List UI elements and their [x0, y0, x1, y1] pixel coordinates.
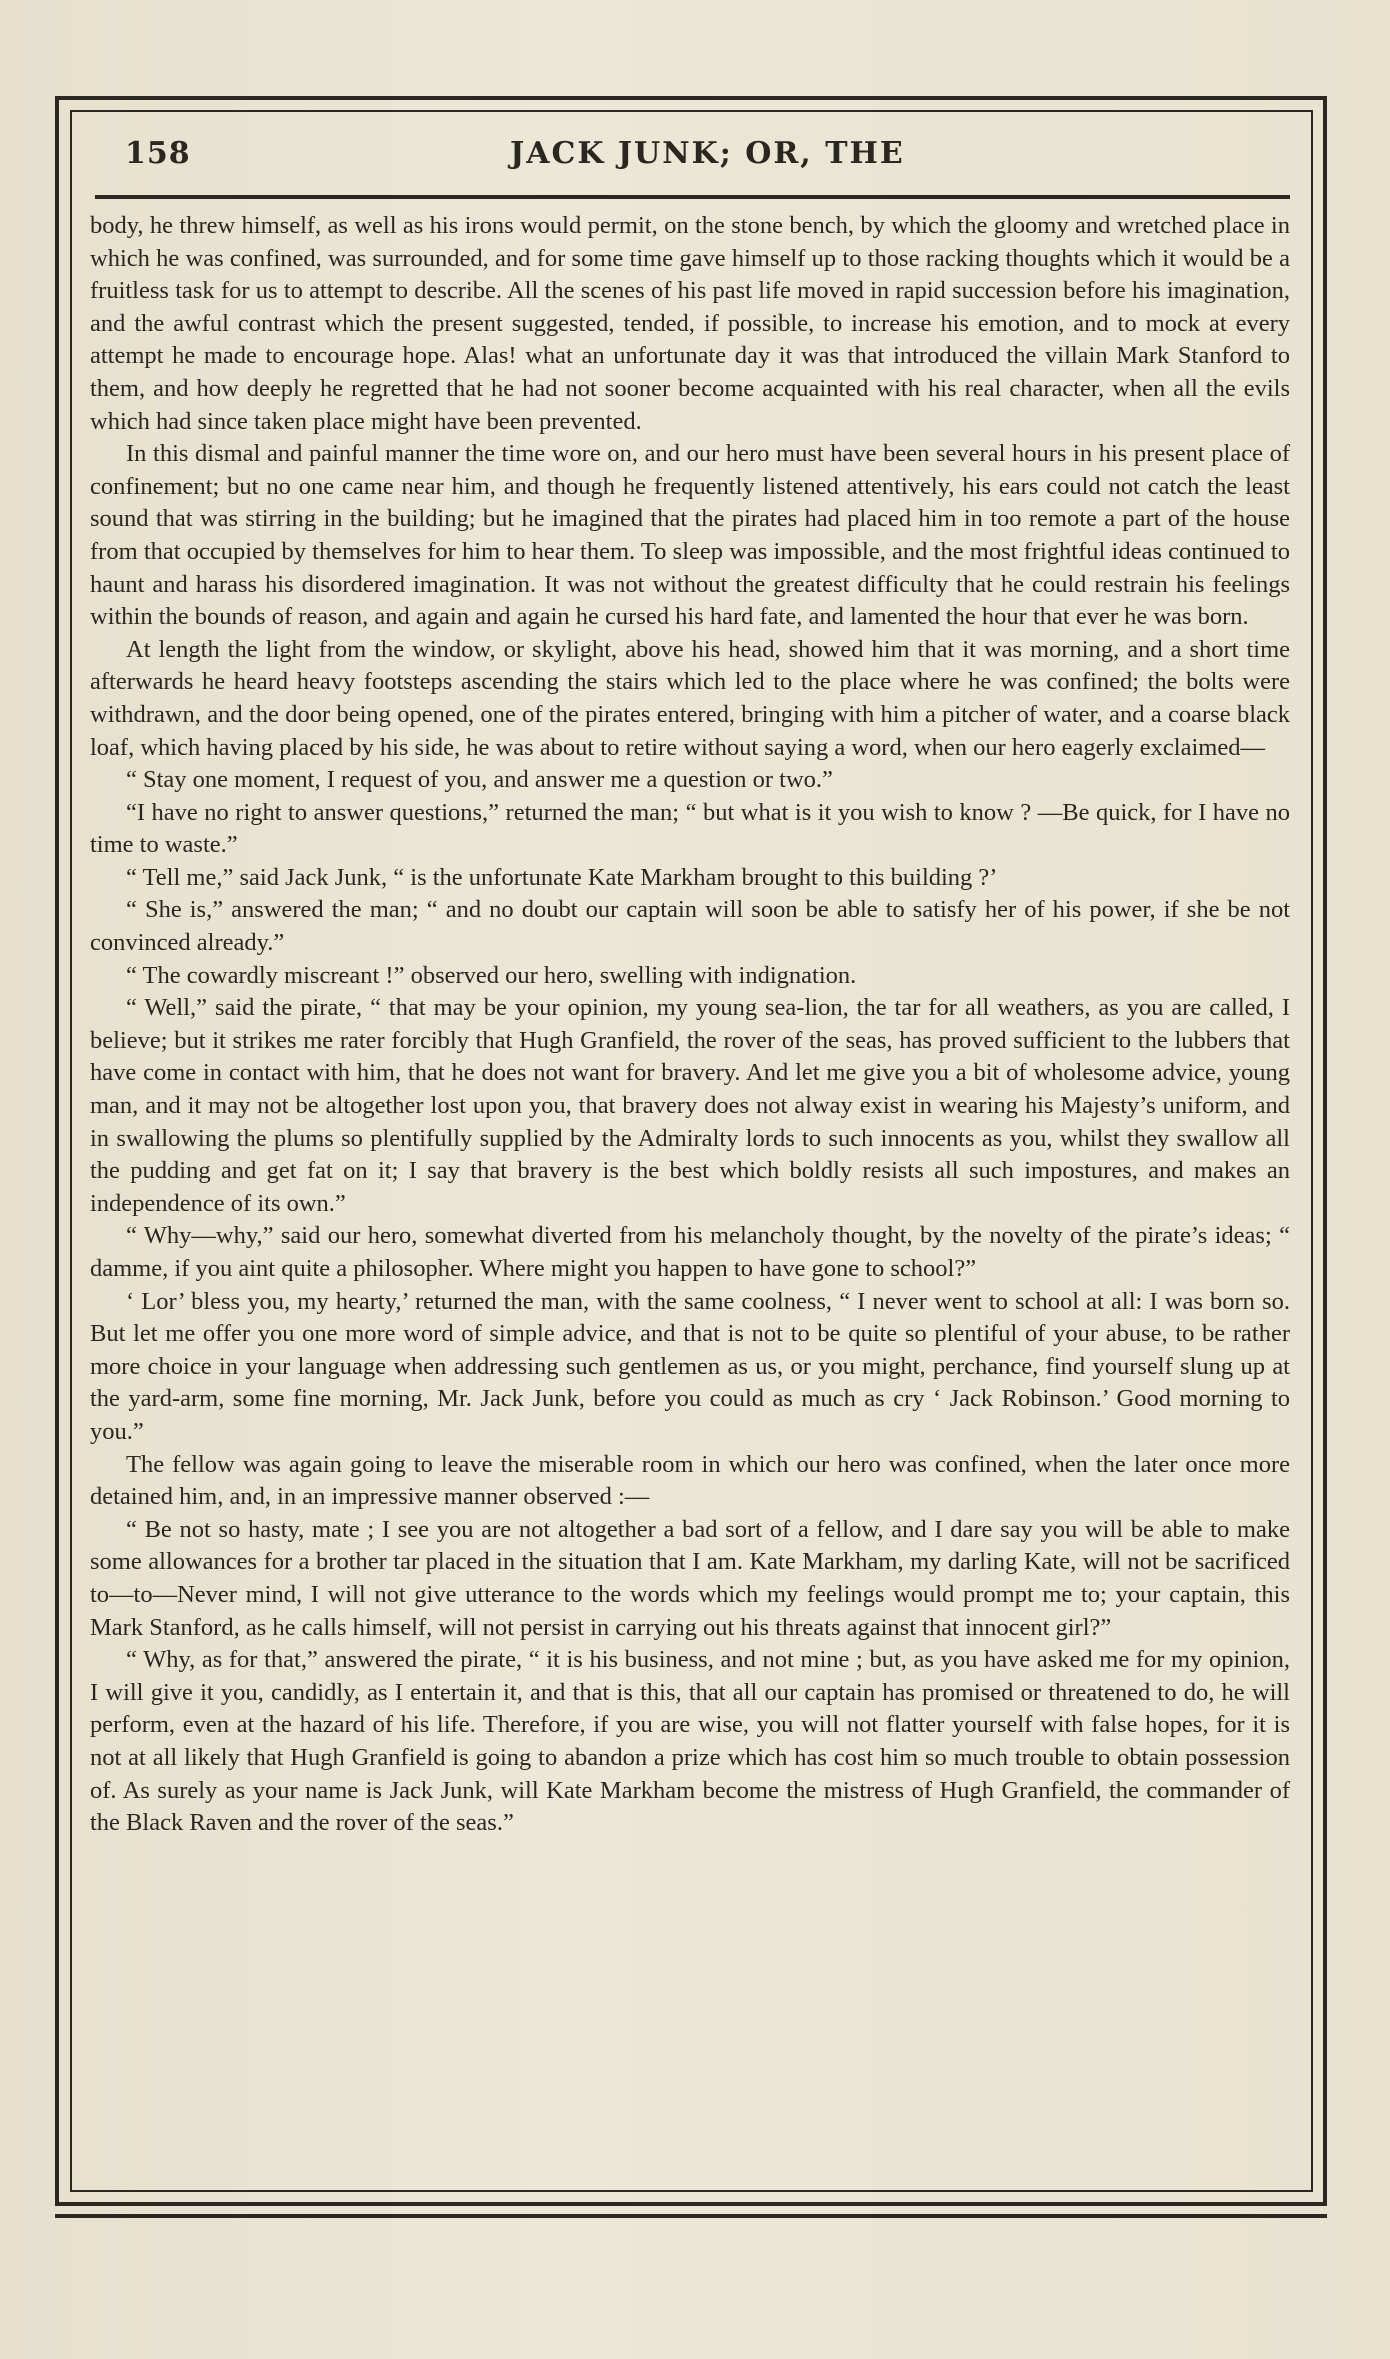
- paragraph: The fellow was again going to leave the miserable room in which our hero was confined, when the later once more detained him, and, in an impressive manner observed :—: [90, 1450, 1290, 1511]
- bottom-rule: [55, 2214, 1327, 2218]
- paragraph: “ She is,” answered the man; “ and no doubt our captain will soon be able to satisfy her of his power, if she be not convinced already.”: [90, 896, 1290, 957]
- page-header: [95, 132, 1290, 182]
- paragraph: “ Stay one moment, I request of you, and answer me a question or two.”: [126, 766, 833, 794]
- paragraph: “ Well,” said the pirate, “ that may be your opinion, my young sea-lion, the tar for all weathers, as you are called, I believe; but it strikes me rater forcibly that Hugh Granfield, the rover of the seas, has proved sufficient to the lubbers that have come in contact with him, that he does not want for bravery. And let me give you a bit of wholesome advice, young man, and it may not be altogether lost upon you, that bravery does not alway exist in wearing his Majesty’s uniform, and in swallowing the plums so plentifully supplied by the Admiralty lords to such innocents as you, whilst they swallow all the pudding and get fat on it; I say that bravery is the best which boldly resists all such impostures, and makes an independence of its own.”: [90, 994, 1290, 1217]
- article-body: [90, 210, 1290, 1840]
- paragraph: “I have no right to answer questions,” returned the man; “ but what is it you wish to know ? —Be quick, for I have no time to waste.”: [90, 798, 1290, 859]
- page-number: 158: [125, 136, 191, 171]
- paragraph: “ The cowardly miscreant !” observed our hero, swelling with indignation.: [126, 961, 857, 989]
- paragraph: body, he threw himself, as well as his irons would permit, on the stone bench, by which the gloomy and wretched place in which he was confined, was surrounded, and for some time gave himself up to those racking thoughts which it would be a fruitless task for us to attempt to describe. All the scenes of his past life moved in rapid succession before his imagination, and the awful contrast which the present suggested, tended, if possible, to increase his emotion, and to mock at every attempt he made to encourage hope. Alas! what an unfortunate day it was that introduced the villain Mark Stanford to them, and how deeply he regretted that he had not sooner become acquainted with his real character, when all the evils which had since taken place might have been prevented.: [90, 212, 1290, 435]
- paragraph: In this dismal and painful manner the time wore on, and our hero must have been several hours in his present place of confinement; but no one came near him, and though he frequently listened attentively, his ears could not catch the least sound that was stirring in the building; but he imagined that the pirates had placed him in too remote a part of the house from that occupied by themselves for him to hear them. To sleep was impossible, and the most frightful ideas continued to haunt and harass his disordered imagination. It was not without the greatest difficulty that he could restrain his feelings within the bounds of reason, and again and again he cursed his hard fate, and lamented the hour that ever he was born.: [90, 440, 1290, 631]
- paragraph: “ Why, as for that,” answered the pirate, “ it is his business, and not mine ; but, as you have asked me for my opinion, I will give it you, candidly, as I entertain it, and that is this, that all our captain has promised or threatened to do, he will perform, even at the hazard of his life. Therefore, if you are wise, you will not flatter yourself with false hopes, for it is not at all likely that Hugh Granfield is going to abandon a prize which has cost him so much trouble to obtain possession of. As surely as your name is Jack Junk, will Kate Markham become the mistress of Hugh Granfield, the commander of the Black Raven and the rover of the seas.”: [90, 1646, 1290, 1837]
- paragraph: At length the light from the window, or skylight, above his head, showed him that it was morning, and a short time afterwards he heard heavy footsteps ascending the stairs which led to the place where he was confined; the bolts were withdrawn, and the door being opened, one of the pirates entered, bringing with him a pitcher of water, and a coarse black loaf, which having placed by his side, he was about to retire without saying a word, when our hero eagerly exclaimed—: [90, 635, 1290, 761]
- header-rule: [95, 195, 1290, 199]
- paragraph: “ Tell me,” said Jack Junk, “ is the unfortunate Kate Markham brought to this building ?’: [126, 863, 998, 891]
- running-head: JACK JUNK; OR, THE: [510, 136, 905, 171]
- paragraph: “ Why—why,” said our hero, somewhat diverted from his melancholy thought, by the novelty of the pirate’s ideas; “ damme, if you aint quite a philosopher. Where might you happen to have gone to school?”: [90, 1222, 1290, 1282]
- paragraph: ‘ Lor’ bless you, my hearty,’ returned the man, with the same coolness, “ I never went to school at all: I was born so. But let me offer you one more word of simple advice, and that is not to be quite so plentiful of your abuse, to be rather more choice in your language when addressing such gentlemen as us, or you might, perchance, find yourself slung up at the yard-arm, some fine morning, Mr. Jack Junk, before you could as much as cry ‘ Jack Robinson.’ Good morning to you.”: [90, 1287, 1290, 1445]
- paragraph: “ Be not so hasty, mate ; I see you are not altogether a bad sort of a fellow, and I dare say you will be able to make some allowances for a brother tar placed in the situation that I am. Kate Markham, my darling Kate, will not be sacrificed to—to—Never mind, I will not give utterance to the words which my feelings would prompt me to; your captain, this Mark Stanford, as he calls himself, will not persist in carrying out his threats against that innocent girl?”: [90, 1515, 1290, 1641]
